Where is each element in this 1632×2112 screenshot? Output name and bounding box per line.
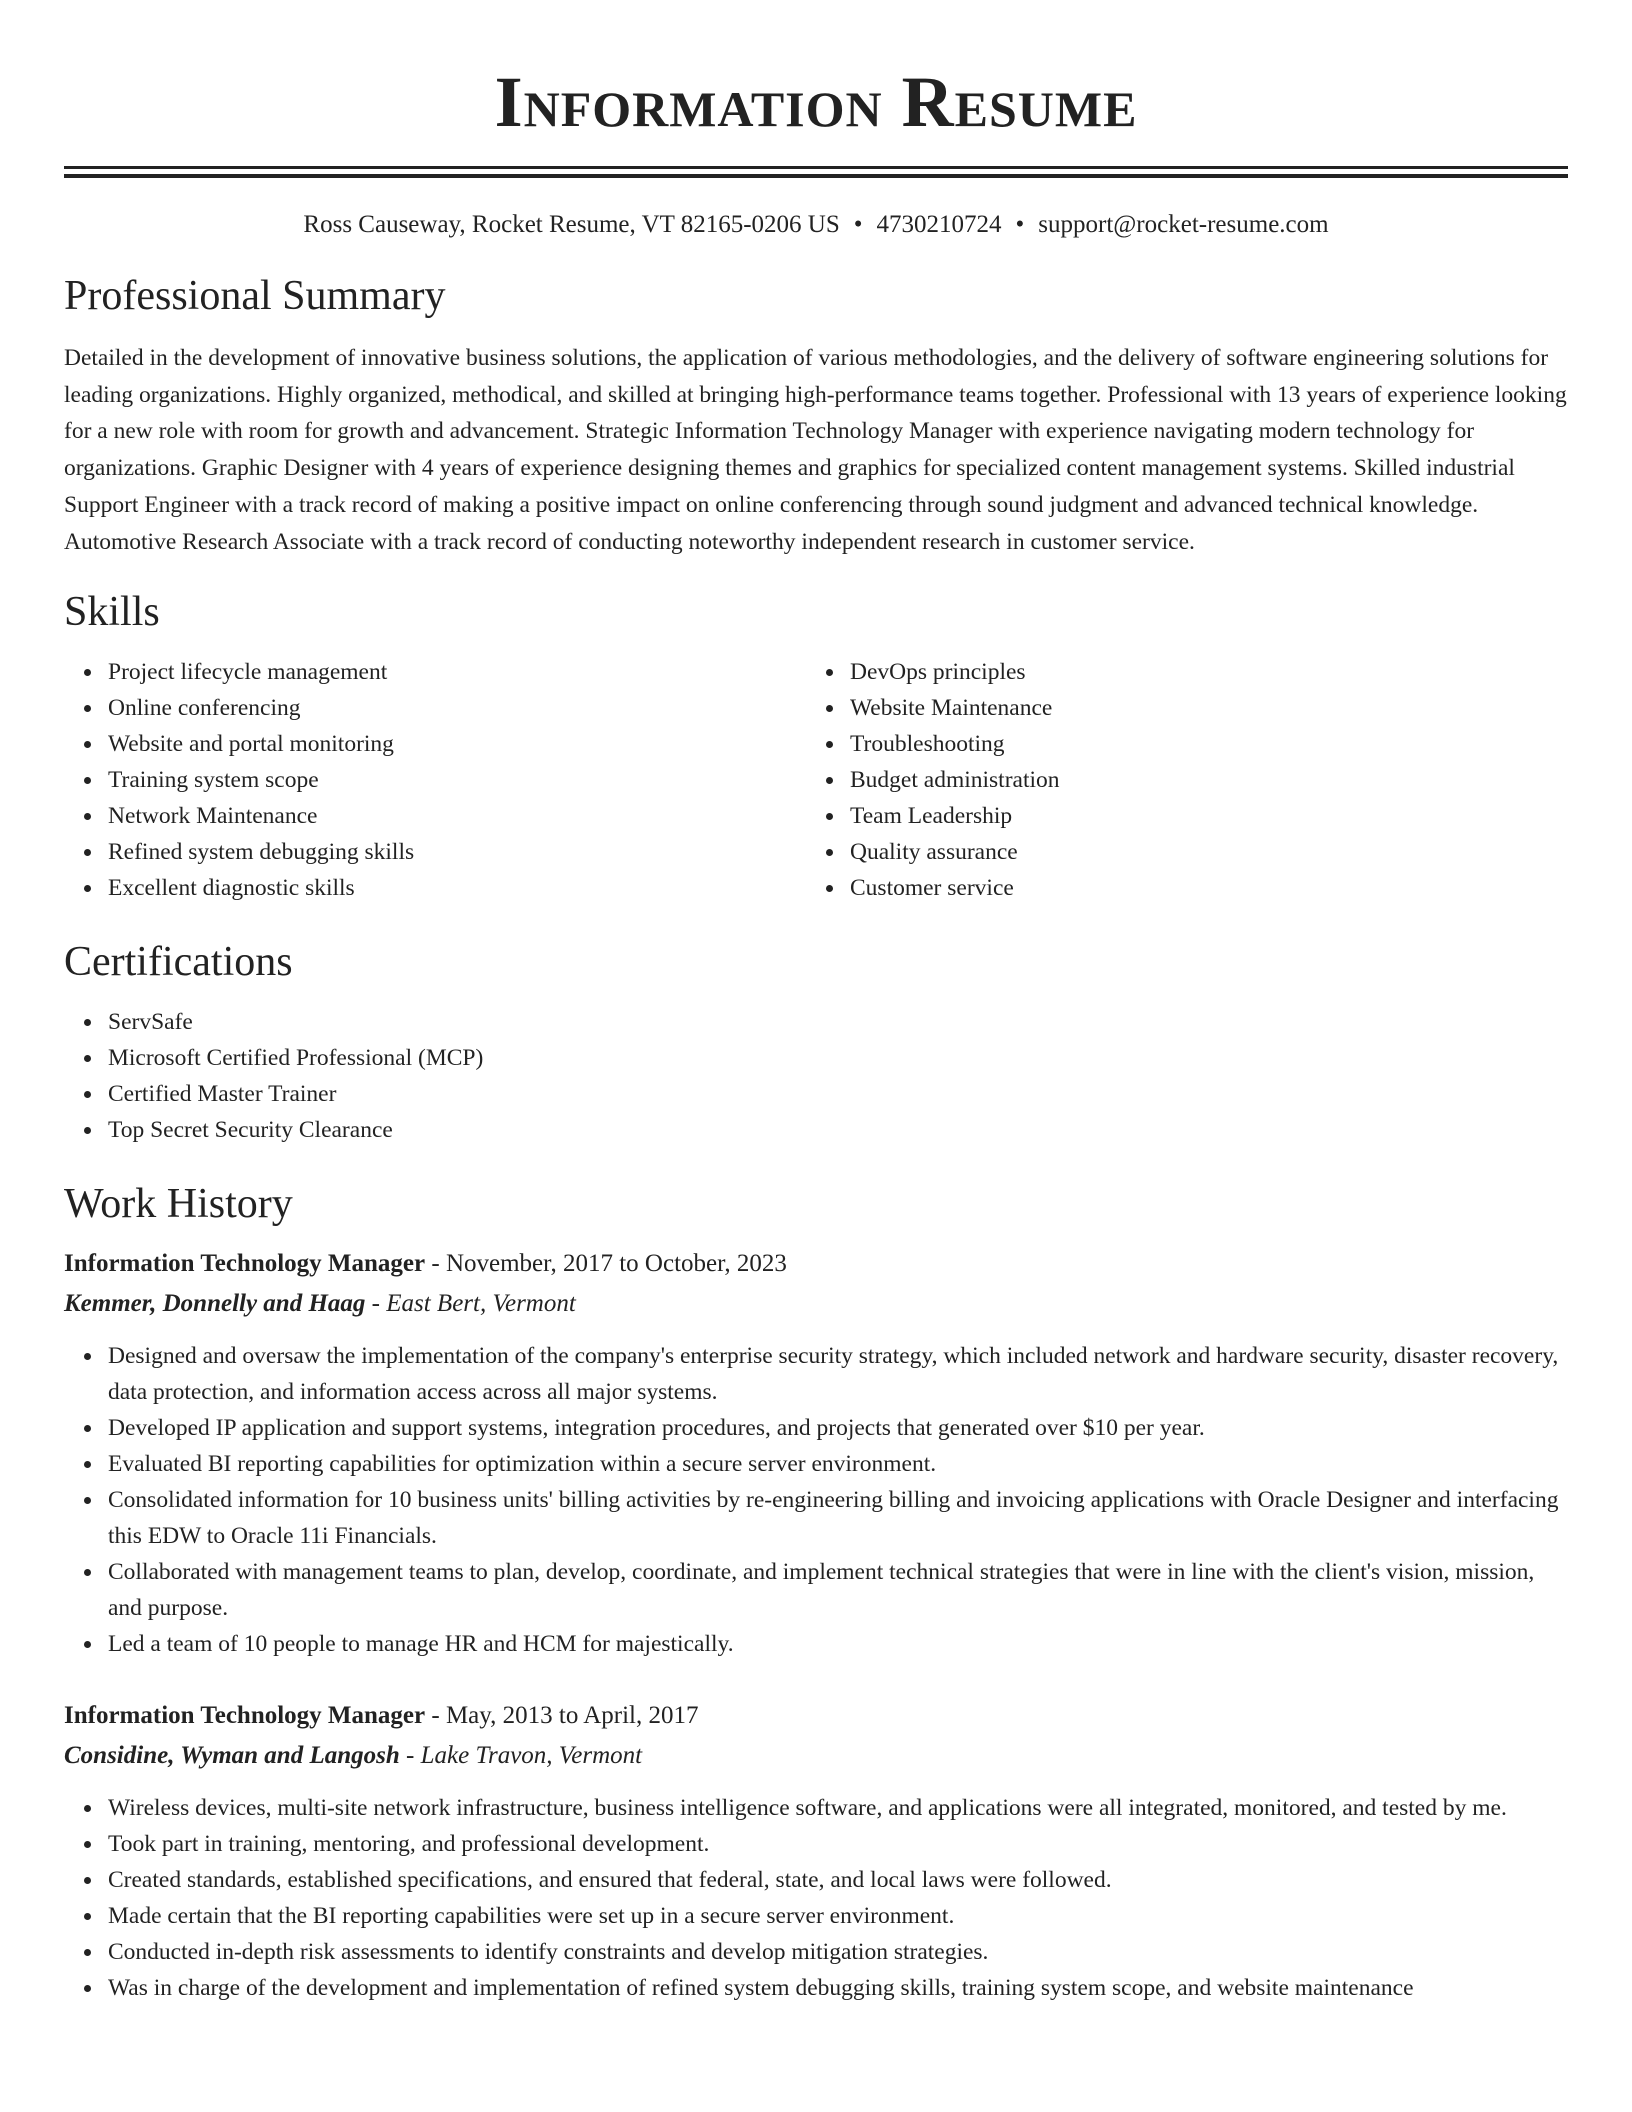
summary-text: Detailed in the development of innovative business solutions, the application of various methodologies, and the delivery of software engineering solutions for leading organizations. Highly organized, methodical, and skilled at bringing high-performance teams together. Professional with 13 years of experience looking for a new role with room for growth and advancement. Strategic Information Technology Manager with experience navigating modern technology for organizations. Graphic Designer with 4 years of experience designing themes and graphics for specialized content management systems. Skilled industrial Support Engineer with a track record of making a positive impact on online conferencing through sound judgment and advanced technical knowledge. Automotive Research Associate with a track record of conducting noteworthy independent research in customer service.: [64, 345, 1567, 555]
skills-list-left: [64, 654, 806, 906]
section-heading-work-history: Work History: [64, 1181, 293, 1228]
contact-separator: •: [1015, 211, 1025, 238]
contact-separator: •: [853, 211, 863, 238]
company-line: Considine, Wyman and Langosh - Lake Travon, Vermont: [64, 1742, 643, 1770]
job-bullet: Created standards, established specifications, and ensured that federal, state, and local laws were followed.: [108, 1862, 1568, 1898]
skill-item: Troubleshooting: [850, 726, 1548, 762]
contact-phone: 4730210724: [876, 211, 1002, 238]
certifications-section: [64, 936, 1568, 1148]
job-bullet: Led a team of 10 people to manage HR and HCM for majestically.: [108, 1626, 1568, 1662]
job-bullet: Conducted in-depth risk assessments to identify constraints and develop mitigation strategies.: [108, 1934, 1568, 1970]
certification-item: Microsoft Certified Professional (MCP): [108, 1040, 1568, 1076]
job-title: Information Technology Manager: [64, 1702, 426, 1730]
job-dates: November, 2017 to October, 2023: [445, 1250, 787, 1278]
certifications-list: [64, 1004, 1568, 1148]
skill-item: Training system scope: [108, 762, 806, 798]
section-heading-skills: Skills: [64, 589, 160, 636]
company-line: Kemmer, Donnelly and Haag - East Bert, Vermont: [64, 1290, 576, 1318]
certification-item: Top Secret Security Clearance: [108, 1112, 1568, 1148]
job-entry: [64, 1696, 1568, 2006]
skill-item: Refined system debugging skills: [108, 834, 806, 870]
job-title-line: Information Technology Manager - November, 2017 to October, 2023: [64, 1250, 787, 1278]
job-bullet: Took part in training, mentoring, and professional development.: [108, 1826, 1568, 1862]
section-heading-summary: Professional Summary: [64, 273, 446, 319]
skill-item: Customer service: [850, 870, 1548, 906]
page-title: Information Resume: [494, 62, 1138, 142]
certification-item: Certified Master Trainer: [108, 1076, 1568, 1112]
job-title: Information Technology Manager: [64, 1250, 426, 1278]
skill-item: Excellent diagnostic skills: [108, 870, 806, 906]
job-bullet: Consolidated information for 10 business units' billing activities by re-engineering billing and invoicing applications with Oracle Designer and interfacing this EDW to Oracle 11i Financials.: [108, 1482, 1568, 1554]
skill-item: DevOps principles: [850, 654, 1548, 690]
contact-address: Ross Causeway, Rocket Resume, VT 82165-0206 US: [303, 211, 840, 238]
skills-grid: [64, 654, 1568, 906]
skill-item: Project lifecycle management: [108, 654, 806, 690]
job-bullet: Developed IP application and support systems, integration procedures, and projects that generated over $10 per year.: [108, 1410, 1568, 1446]
skill-item: Network Maintenance: [108, 798, 806, 834]
skills-list-right: [806, 654, 1548, 906]
company-name: Considine, Wyman and Langosh: [64, 1742, 400, 1770]
job-bullet: Evaluated BI reporting capabilities for optimization within a secure server environment.: [108, 1446, 1568, 1482]
job-bullet: Designed and oversaw the implementation of the company's enterprise security strategy, which included network and hardware security, disaster recovery, data protection, and information access across all major systems.: [108, 1338, 1568, 1410]
skill-item: Budget administration: [850, 762, 1548, 798]
title-double-rule: [64, 166, 1568, 178]
company-location: Lake Travon, Vermont: [420, 1742, 643, 1770]
contact-email: support@rocket-resume.com: [1038, 211, 1329, 238]
professional-summary-section: [64, 270, 1568, 560]
company-location: East Bert, Vermont: [386, 1290, 576, 1318]
job-title-line: Information Technology Manager - May, 2013 to April, 2017: [64, 1702, 699, 1730]
job-bullets: [64, 1790, 1568, 2006]
company-name: Kemmer, Donnelly and Haag: [64, 1290, 366, 1318]
job-entry: [64, 1244, 1568, 1662]
skill-item: Website Maintenance: [850, 690, 1548, 726]
job-bullet: Was in charge of the development and implementation of refined system debugging skills, training system scope, and website maintenance: [108, 1970, 1568, 2006]
skill-item: Website and portal monitoring: [108, 726, 806, 762]
skills-section: [64, 586, 1568, 906]
job-bullets: [64, 1338, 1568, 1662]
job-bullet: Wireless devices, multi-site network infrastructure, business intelligence software, and applications were all integrated, monitored, and tested by me.: [108, 1790, 1568, 1826]
skill-item: Quality assurance: [850, 834, 1548, 870]
job-dates: May, 2013 to April, 2017: [445, 1702, 699, 1730]
section-heading-certifications: Certifications: [64, 939, 293, 986]
skill-item: Team Leadership: [850, 798, 1548, 834]
skill-item: Online conferencing: [108, 690, 806, 726]
certification-item: ServSafe: [108, 1004, 1568, 1040]
job-bullet: Made certain that the BI reporting capabilities were set up in a secure server environment.: [108, 1898, 1568, 1934]
job-bullet: Collaborated with management teams to plan, develop, coordinate, and implement technical strategies that were in line with the client's vision, mission, and purpose.: [108, 1554, 1568, 1626]
contact-line: [64, 208, 1568, 242]
work-history-section: [64, 1178, 1568, 2006]
